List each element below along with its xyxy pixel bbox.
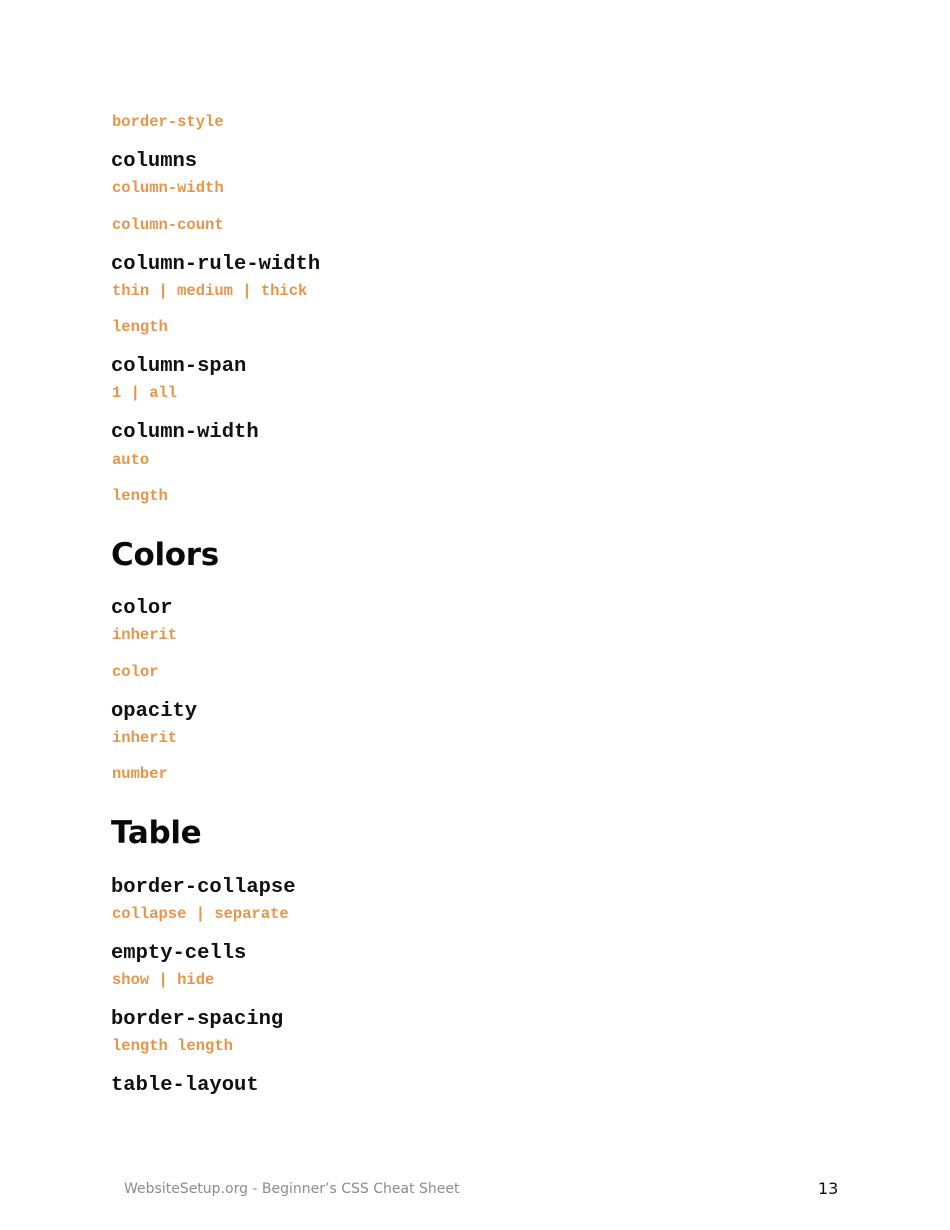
value-inherit: inherit [112, 729, 178, 747]
property-border-collapse: border-collapse [111, 876, 296, 899]
value-column-width: column-width [112, 179, 224, 197]
value-length: length [112, 318, 168, 336]
property-column-width: column-width [111, 421, 259, 444]
property-opacity: opacity [111, 700, 198, 723]
property-columns: columns [111, 150, 198, 173]
section-heading-table: Table [111, 815, 202, 851]
property-empty-cells: empty-cells [111, 942, 247, 965]
property-column-span: column-span [111, 355, 247, 378]
page-number: 13 [818, 1179, 839, 1198]
value-length-length: length length [112, 1037, 233, 1055]
value-auto: auto [112, 451, 150, 469]
value-inherit: inherit [112, 626, 178, 644]
property-table-layout: table-layout [111, 1074, 259, 1097]
value-column-count: column-count [112, 216, 224, 234]
property-color: color [111, 597, 173, 620]
value-thin-medium-thick: thin | medium | thick [112, 282, 308, 300]
value-border-style: border-style [112, 113, 224, 131]
value-length: length [112, 487, 168, 505]
footer-text: WebsiteSetup.org - Beginner’s CSS Cheat Sheet [124, 1181, 460, 1197]
value-color: color [112, 663, 159, 681]
value-1-all: 1 | all [112, 384, 178, 402]
property-border-spacing: border-spacing [111, 1008, 284, 1031]
value-show-hide: show | hide [112, 971, 215, 989]
property-column-rule-width: column-rule-width [111, 253, 321, 276]
value-collapse-separate: collapse | separate [112, 905, 289, 923]
value-number: number [112, 765, 168, 783]
section-heading-colors: Colors [111, 537, 219, 573]
